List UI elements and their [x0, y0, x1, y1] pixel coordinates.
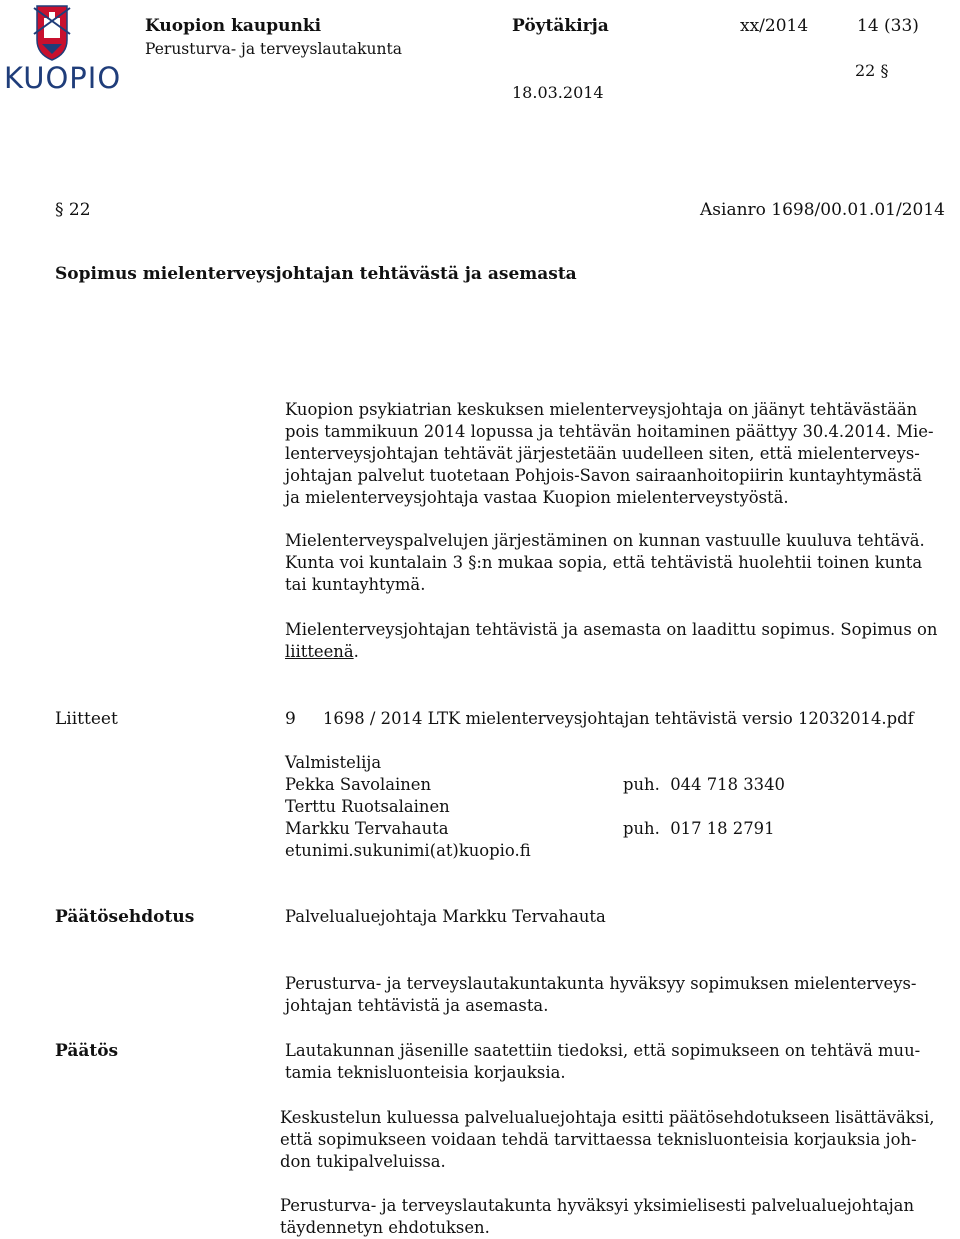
text-line: Mielenterveysjohtajan tehtävistä ja asemasta on laadittu sopimus. Sopimus on [285, 620, 938, 639]
attachment-number: 9 [285, 709, 296, 729]
preparer-email: etunimi.sukunimi(at)kuopio.fi [285, 841, 531, 860]
text-line: tai kuntayhtymä. [285, 575, 426, 594]
text-line: Lautakunnan jäsenille saatettiin tiedoksi, että sopimukseen on tehtävä muu- [285, 1041, 921, 1060]
text-line: Perusturva- ja terveyslautakunta hyväksyi yksimielisesti palvelualuejohtajan [280, 1196, 915, 1215]
kuopio-logo [4, 4, 122, 95]
item-title: Sopimus mielenterveysjohtajan tehtävästä ja asemasta [55, 264, 577, 284]
preparer-name-3: Markku Tervahauta [285, 819, 449, 838]
preparer-name-1: Pekka Savolainen [285, 775, 432, 794]
text-line: täydennetyn ehdotuksen. [280, 1218, 490, 1237]
proposal-text [285, 973, 953, 1017]
text-line: tamia teknisluonteisia korjauksia. [285, 1063, 566, 1082]
text-line: johtajan tehtävistä ja asemasta. [285, 996, 549, 1015]
body-paragraph-3 [285, 619, 953, 663]
preparer-phone-1: puh. 044 718 3340 [623, 775, 785, 794]
text-line: Perusturva- ja terveyslautakuntakunta hyväksyy sopimuksen mielenterveys- [285, 974, 917, 993]
case-number: Asianro 1698/00.01.01/2014 [700, 200, 945, 220]
doc-number: xx/2014 [740, 16, 809, 36]
text-line: Kuopion psykiatrian keskuksen mielenterveysjohtaja on jäänyt tehtävästään [285, 400, 918, 419]
decision-paragraph-3 [280, 1195, 948, 1239]
decision-label: Päätös [55, 1041, 119, 1061]
body-paragraph-1 [285, 399, 953, 509]
text-line: pois tammikuun 2014 lopussa ja tehtävän hoitaminen päättyy 30.4.2014. Mie- [285, 422, 934, 441]
text-line: don tukipalveluissa. [280, 1152, 446, 1171]
proposal-label: Päätösehdotus [55, 907, 195, 927]
org-name: Kuopion kaupunki [145, 16, 322, 36]
decision-paragraph-1 [285, 1040, 953, 1084]
text-line: lenterveysjohtajan tehtävät järjestetään uudelleen siten, että mielenterveys- [285, 444, 920, 463]
preparer-phone-3: puh. 017 18 2791 [623, 819, 775, 838]
text-line: liitteenä. [285, 642, 359, 661]
text-line: Keskustelun kuluessa palvelualuejohtaja esitti päätösehdotukseen lisättäväksi, [280, 1108, 935, 1127]
page-number: 14 (33) [857, 16, 919, 36]
text-line: Mielenterveyspalvelujen järjestäminen on kunnan vastuulle kuuluva tehtävä. [285, 531, 925, 550]
body-paragraph-2 [285, 530, 953, 596]
logo-wordmark: KUOPIO [4, 61, 122, 95]
meeting-date: 18.03.2014 [512, 83, 604, 102]
text-line: että sopimukseen voidaan tehdä tarvittaessa teknisluonteisia korjauksia joh- [280, 1130, 917, 1149]
attachment-link[interactable]: liitteenä [285, 642, 354, 661]
text-line: ja mielenterveysjohtaja vastaa Kuopion mielenterveystyöstä. [285, 488, 789, 507]
decision-paragraph-2 [280, 1107, 948, 1173]
board-name: Perusturva- ja terveyslautakunta [145, 40, 402, 58]
attachment-file[interactable]: 1698 / 2014 LTK mielenterveysjohtajan tehtävistä versio 12032014.pdf [323, 709, 914, 728]
text-line: johtajan palvelut tuotetaan Pohjois-Savon sairaanhoitopiirin kuntayhtymästä [285, 466, 923, 485]
preparer-label: Valmistelija [285, 753, 382, 772]
preparer-name-2: Terttu Ruotsalainen [285, 797, 450, 816]
doc-type: Pöytäkirja [512, 16, 609, 36]
attachments-label: Liitteet [55, 709, 118, 729]
proposal-author: Palvelualuejohtaja Markku Tervahauta [285, 907, 606, 926]
section-ref: 22 § [855, 61, 889, 80]
text-line: Kunta voi kuntalain 3 §:n mukaa sopia, että tehtävistä huolehtii toinen kunta [285, 553, 923, 572]
section-number: § 22 [55, 200, 91, 220]
